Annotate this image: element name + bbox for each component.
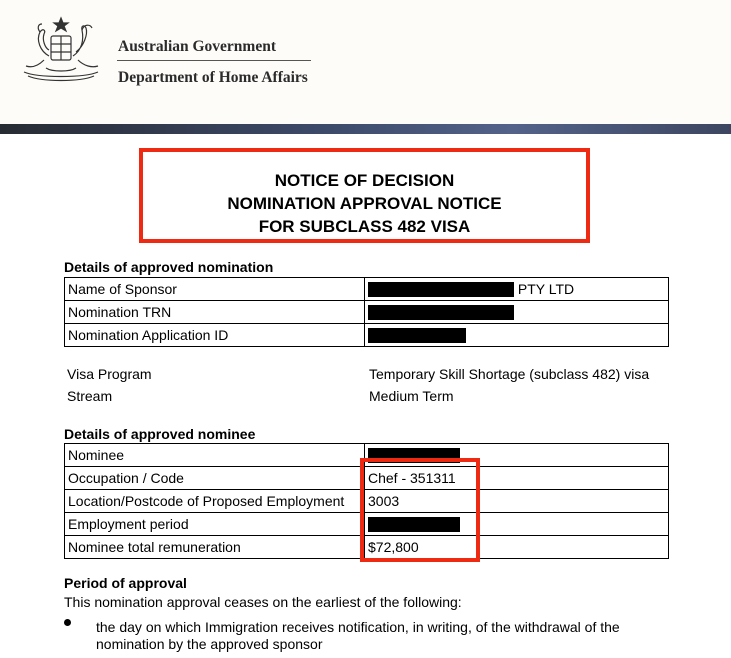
location-value: 3003 [365,490,669,513]
coat-of-arms-icon [18,16,104,88]
title-line-3: FOR SUBCLASS 482 VISA [258,217,471,236]
trn-label: Nomination TRN [65,301,365,324]
application-id-value [365,324,669,347]
remuneration-value: $72,800 [365,536,669,559]
stream-value: Medium Term [369,388,454,404]
approval-intro: This nomination approval ceases on the earliest of the following: [64,594,462,610]
sponsor-label: Name of Sponsor [65,278,365,301]
trn-value [365,301,669,324]
remuneration-label: Nominee total remuneration [65,536,365,559]
visa-program-value: Temporary Skill Shortage (subclass 482) visa [369,366,650,382]
bullet-text-line-2: nomination by the approved sponsor [96,636,323,652]
redaction [368,328,466,343]
department-name: Department of Home Affairs [118,69,308,86]
redaction [368,305,514,320]
sponsor-value [365,278,669,301]
header [0,0,731,124]
title-line-1: NOTICE OF DECISION [274,171,455,190]
nomination-heading: Details of approved nomination [64,259,274,275]
nominee-heading: Details of approved nominee [64,426,256,442]
title-line-2: NOMINATION APPROVAL NOTICE [227,194,502,213]
table-row [65,324,669,347]
table-row [65,278,669,301]
employment-period-label: Employment period [65,513,365,536]
occupation-label: Occupation / Code [65,467,365,490]
location-label: Location/Postcode of Proposed Employment [65,490,365,513]
visa-program-label: Visa Program [67,366,152,382]
bullet-icon [64,619,71,626]
title-box [139,148,590,243]
nominee-label: Nominee [65,444,365,467]
agency-name: Australian Government [118,38,277,55]
header-divider [117,60,311,61]
application-id-label: Nomination Application ID [65,324,365,347]
nomination-table [64,277,669,347]
sponsor-suffix: PTY LTD [517,280,575,297]
stream-label: Stream [67,388,113,404]
highlight-box [360,458,480,562]
bullet-text-line-1: the day on which Immigration receives notification, in writing, of the withdrawal of the [96,619,620,635]
occupation-value: Chef - 351311 [365,467,669,490]
approval-heading: Period of approval [64,575,187,591]
table-row [65,301,669,324]
redaction [368,282,514,297]
header-band [0,124,731,134]
